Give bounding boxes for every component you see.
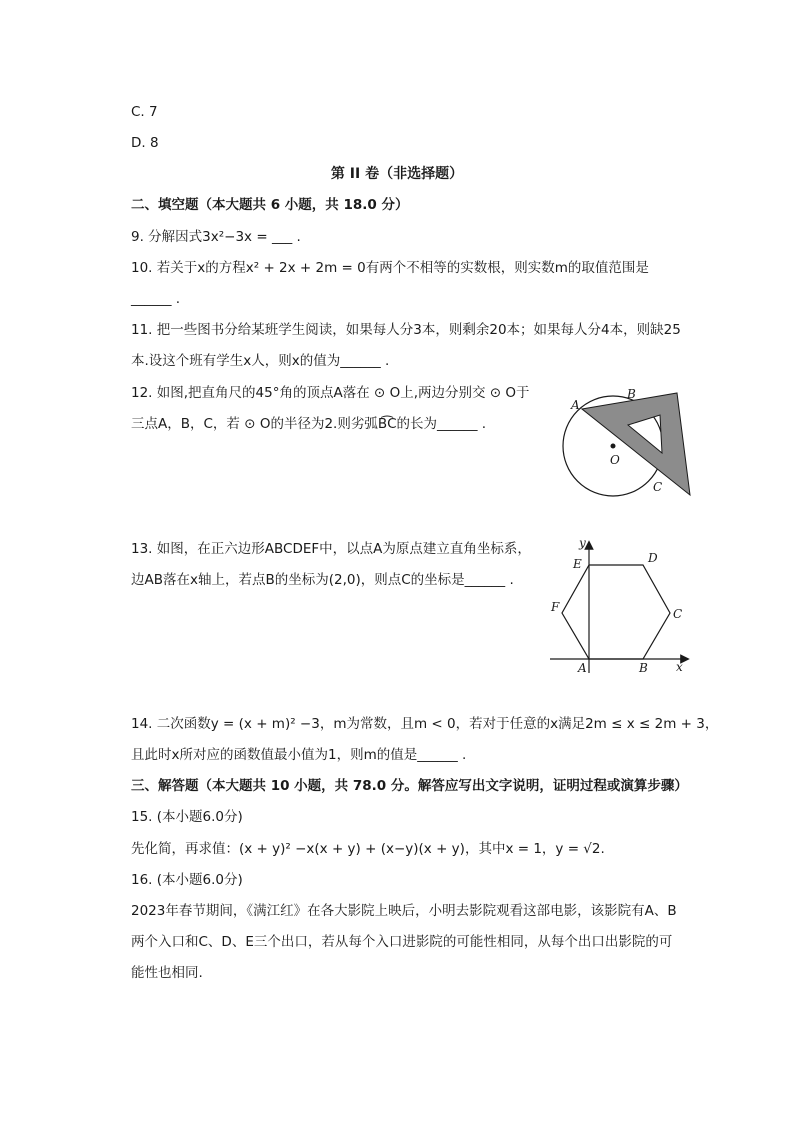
center-point (611, 444, 616, 449)
label-x: x (676, 660, 683, 674)
label-a: A (571, 398, 580, 412)
label-b: B (639, 661, 648, 675)
question-16-line1: 2023年春节期间，《满江红》在各大影院上映后，小明去影院观看这部电影，该影院有A、B (131, 903, 677, 919)
question-10-line2: ______ . (131, 291, 181, 307)
label-b: B (627, 387, 636, 401)
label-a: A (578, 661, 587, 675)
figure-q13 (545, 535, 695, 675)
question-13-line2: 边AB落在x轴上，若点B的坐标为(2,0)，则点C的坐标是______ . (131, 572, 514, 588)
label-c: C (653, 480, 663, 494)
question-10-line1: 10. 若关于x的方程x² + 2x + 2m = 0有两个不相等的实数根，则实数m的取值范围是 (131, 260, 649, 276)
question-14-line1: 14. 二次函数y = (x + m)² −3，m为常数，且m < 0，若对于任意的x满足2m ≤ x ≤ 2m + 3， (131, 716, 719, 732)
section-2-heading: 二、填空题（本大题共 6 小题，共 18.0 分） (131, 197, 409, 213)
question-16-header: 16. (本小题6.0分) (131, 872, 243, 888)
label-o: O (610, 453, 620, 467)
question-12-line2: 三点A，B，C，若 ⊙ O的半径为2.则劣弧B͡C的长为______ . (131, 416, 487, 432)
question-11-line1: 11. 把一些图书分给某班学生阅读，如果每人分3本，则剩余20本；如果每人分4本，则缺25 (131, 322, 681, 338)
question-12-line1: 12. 如图,把直角尺的45°角的顶点A落在 ⊙ O上,两边分别交 ⊙ O于 (131, 385, 530, 401)
question-15-header: 15. (本小题6.0分) (131, 809, 243, 825)
label-d: D (648, 551, 658, 565)
section-3-heading: 三、解答题（本大题共 10 小题，共 78.0 分。解答应写出文字说明，证明过程或演算步骤） (131, 778, 688, 794)
question-13-line1: 13. 如图，在正六边形ABCDEF中，以点A为原点建立直角坐标系， (131, 541, 531, 557)
question-9: 9. 分解因式3x²−3x = ___ . (131, 229, 301, 245)
option-c: C. 7 (131, 104, 158, 120)
label-c: C (673, 607, 683, 621)
label-f: F (551, 600, 560, 614)
figure-q12 (560, 385, 700, 505)
question-11-line2: 本.设这个班有学生x人，则x的值为______ . (131, 353, 390, 369)
question-15-body: 先化简，再求值：(x + y)² −x(x + y) + (x−y)(x + y)，其中x = 1，y = √2. (131, 841, 605, 857)
question-14-line2: 且此时x所对应的函数值最小值为1，则m的值是______ . (131, 747, 467, 763)
question-16-line2: 两个入口和C、D、E三个出口，若从每个入口进影院的可能性相同，从每个出口出影院的可 (131, 934, 673, 950)
set-square-shape (582, 393, 690, 495)
label-y: y (579, 536, 586, 550)
hexagon (562, 565, 670, 659)
option-d: D. 8 (131, 135, 159, 151)
question-16-line3: 能性也相同. (131, 965, 203, 981)
label-e: E (573, 557, 582, 571)
part-2-title: 第 II 卷（非选择题） (330, 166, 464, 182)
